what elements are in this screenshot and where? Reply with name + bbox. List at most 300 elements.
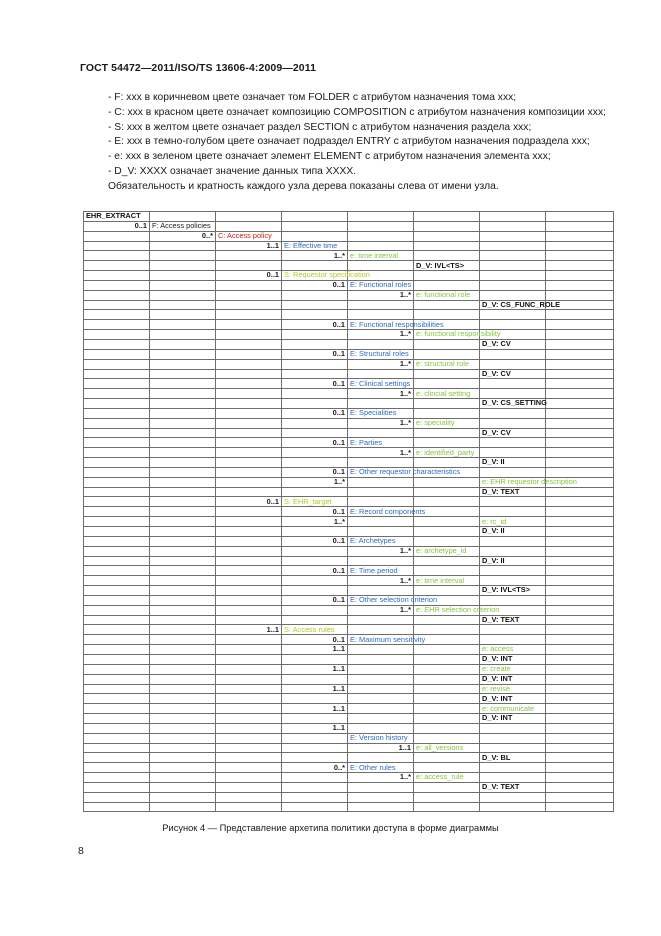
tree-cell: [84, 527, 150, 537]
node-label: e: structural role: [414, 359, 480, 369]
tree-cell: [282, 231, 348, 241]
tree-cell: [480, 231, 546, 241]
tree-cell: [546, 497, 614, 507]
tree-row: [84, 438, 614, 448]
tree-cell: [216, 586, 282, 596]
node-label: D_V: CS_FUNC_ROLE: [480, 300, 546, 310]
tree-cell: [84, 467, 150, 477]
multiplicity-label: 0..*: [150, 231, 216, 241]
tree-row: [84, 694, 614, 704]
node-label: E: Functional roles: [348, 280, 414, 290]
tree-cell: [546, 536, 614, 546]
node-label: e: create: [480, 664, 546, 674]
tree-row: [84, 359, 614, 369]
tree-cell: [546, 261, 614, 271]
node-label: E: Other selection criterion: [348, 595, 414, 605]
legend-item-data-value: - D_V: XXXX означает значение данных типа XXXX.: [108, 165, 357, 177]
tree-row: [84, 802, 614, 812]
tree-cell: [546, 280, 614, 290]
tree-cell: [348, 428, 414, 438]
tree-row: [84, 428, 614, 438]
tree-cell: [414, 684, 480, 694]
tree-cell: [546, 389, 614, 399]
tree-cell: [216, 605, 282, 615]
tree-cell: [216, 763, 282, 773]
document-header: ГОСТ 54472—2011/ISO/TS 13606-4:2009—2011: [80, 62, 317, 74]
node-label: e: clincial setting: [414, 389, 480, 399]
tree-row: [84, 782, 614, 792]
tree-cell: [150, 556, 216, 566]
multiplicity-label: 1..*: [348, 290, 414, 300]
tree-cell: [480, 576, 546, 586]
tree-cell: [480, 389, 546, 399]
tree-cell: [150, 684, 216, 694]
tree-cell: [216, 477, 282, 487]
tree-cell: [480, 743, 546, 753]
multiplicity-label: 1..*: [348, 389, 414, 399]
multiplicity-label: 1..*: [348, 330, 414, 340]
node-label: e: functional role: [414, 290, 480, 300]
tree-row: [84, 743, 614, 753]
tree-cell: [150, 507, 216, 517]
tree-cell: [414, 369, 480, 379]
tree-cell: [150, 271, 216, 281]
tree-cell: [84, 664, 150, 674]
tree-cell: [150, 438, 216, 448]
tree-cell: [414, 428, 480, 438]
tree-cell: [216, 212, 282, 222]
tree-row: [84, 320, 614, 330]
node-label: D_V: INT: [480, 714, 546, 724]
tree-cell: [84, 654, 150, 664]
tree-cell: [282, 546, 348, 556]
tree-cell: [546, 625, 614, 635]
tree-cell: [282, 399, 348, 409]
tree-cell: [216, 635, 282, 645]
tree-cell: [150, 753, 216, 763]
tree-cell: [150, 261, 216, 271]
legend-item-section: - S: xxx в желтом цвете означает раздел SECTION с атрибутом назначения раздела xxx;: [108, 121, 532, 133]
tree-cell: [84, 635, 150, 645]
tree-cell: [414, 763, 480, 773]
tree-cell: [348, 497, 414, 507]
tree-cell: [282, 300, 348, 310]
tree-cell: [546, 310, 614, 320]
tree-cell: [216, 546, 282, 556]
tree-row: [84, 271, 614, 281]
tree-cell: [546, 694, 614, 704]
tree-row: [84, 379, 614, 389]
tree-cell: [282, 212, 348, 222]
node-label: e: time interval: [348, 251, 414, 261]
tree-cell: [282, 714, 348, 724]
tree-cell: [150, 280, 216, 290]
tree-cell: [282, 487, 348, 497]
tree-cell: [282, 221, 348, 231]
multiplicity-label: 0..1: [282, 536, 348, 546]
tree-cell: [216, 704, 282, 714]
tree-cell: [414, 753, 480, 763]
tree-row: [84, 477, 614, 487]
tree-cell: [84, 507, 150, 517]
node-label: D_V: BL: [480, 753, 546, 763]
multiplicity-label: 0..1: [282, 595, 348, 605]
tree-row: [84, 507, 614, 517]
tree-cell: [546, 605, 614, 615]
tree-cell: [546, 487, 614, 497]
tree-cell: [84, 753, 150, 763]
tree-cell: [414, 566, 480, 576]
node-label: D_V: INT: [480, 674, 546, 684]
tree-cell: [480, 280, 546, 290]
tree-cell: [84, 369, 150, 379]
tree-cell: [282, 733, 348, 743]
tree-row: [84, 448, 614, 458]
tree-row: [84, 595, 614, 605]
tree-row: [84, 369, 614, 379]
tree-cell: [546, 802, 614, 812]
tree-cell: [348, 723, 414, 733]
tree-row: [84, 300, 614, 310]
tree-cell: [216, 487, 282, 497]
tree-cell: [150, 477, 216, 487]
tree-cell: [546, 349, 614, 359]
tree-cell: [84, 399, 150, 409]
tree-cell: [282, 428, 348, 438]
tree-row: [84, 389, 614, 399]
tree-cell: [282, 576, 348, 586]
tree-cell: [282, 615, 348, 625]
tree-cell: [480, 566, 546, 576]
tree-cell: [546, 527, 614, 537]
tree-cell: [216, 310, 282, 320]
tree-cell: [348, 753, 414, 763]
node-label: E: Maximum sensitivity: [348, 635, 414, 645]
tree-cell: [480, 320, 546, 330]
tree-cell: [414, 497, 480, 507]
tree-cell: [150, 605, 216, 615]
tree-cell: [216, 517, 282, 527]
tree-cell: [480, 212, 546, 222]
multiplicity-label: 1..1: [282, 723, 348, 733]
tree-cell: [216, 369, 282, 379]
tree-cell: [150, 586, 216, 596]
tree-row: [84, 753, 614, 763]
node-label: e: time interval: [414, 576, 480, 586]
tree-cell: [414, 251, 480, 261]
tree-cell: [348, 674, 414, 684]
tree-cell: [150, 763, 216, 773]
tree-cell: [150, 290, 216, 300]
tree-cell: [216, 320, 282, 330]
tree-cell: [216, 389, 282, 399]
multiplicity-label: 0..1: [84, 221, 150, 231]
tree-cell: [282, 310, 348, 320]
tree-cell: [414, 349, 480, 359]
tree-cell: [282, 605, 348, 615]
node-label: e: identified_party: [414, 448, 480, 458]
tree-row: [84, 586, 614, 596]
multiplicity-label: 1..*: [282, 251, 348, 261]
tree-cell: [84, 674, 150, 684]
tree-row: [84, 251, 614, 261]
tree-row: [84, 723, 614, 733]
tree-cell: [216, 339, 282, 349]
tree-cell: [348, 477, 414, 487]
tree-cell: [216, 664, 282, 674]
tree-cell: [546, 467, 614, 477]
tree-cell: [84, 300, 150, 310]
tree-cell: [546, 369, 614, 379]
node-label: S: Requestor specification: [282, 271, 348, 281]
tree-cell: [348, 399, 414, 409]
tree-row: [84, 556, 614, 566]
tree-cell: [216, 694, 282, 704]
multiplicity-label: 1..1: [282, 664, 348, 674]
tree-cell: [84, 792, 150, 802]
node-label: D_V: INT: [480, 654, 546, 664]
tree-cell: [216, 527, 282, 537]
node-label: S: EHR_target: [282, 497, 348, 507]
tree-cell: [216, 290, 282, 300]
tree-cell: [480, 251, 546, 261]
tree-row: [84, 664, 614, 674]
tree-cell: [84, 546, 150, 556]
tree-cell: [216, 261, 282, 271]
legend-item-folder: - F: xxx в коричневом цвете означает том FOLDER с атрибутом назначения тома xxx;: [108, 92, 517, 103]
tree-cell: [348, 664, 414, 674]
tree-cell: [546, 546, 614, 556]
node-label: e: archetype_id: [414, 546, 480, 556]
tree-cell: [348, 782, 414, 792]
tree-cell: [84, 733, 150, 743]
tree-cell: [150, 418, 216, 428]
tree-cell: [84, 605, 150, 615]
tree-cell: [84, 773, 150, 783]
tree-cell: [546, 556, 614, 566]
tree-cell: [414, 310, 480, 320]
multiplicity-label: 1..1: [282, 645, 348, 655]
node-label: E: Specialities: [348, 408, 414, 418]
tree-cell: [216, 507, 282, 517]
tree-cell: [414, 536, 480, 546]
tree-cell: [282, 290, 348, 300]
tree-cell: [282, 330, 348, 340]
tree-cell: [348, 231, 414, 241]
node-label: D_V: CV: [480, 428, 546, 438]
tree-cell: [216, 379, 282, 389]
tree-cell: [480, 802, 546, 812]
tree-row: [84, 517, 614, 527]
multiplicity-label: 0..1: [282, 320, 348, 330]
tree-row: [84, 576, 614, 586]
tree-cell: [414, 704, 480, 714]
tree-cell: [546, 320, 614, 330]
tree-cell: [216, 595, 282, 605]
node-label: D_V: IVL<TS>: [480, 586, 546, 596]
tree-cell: [546, 773, 614, 783]
tree-cell: [546, 664, 614, 674]
tree-cell: [414, 221, 480, 231]
tree-cell: [150, 714, 216, 724]
tree-cell: [282, 261, 348, 271]
tree-cell: [414, 300, 480, 310]
tree-cell: [348, 645, 414, 655]
tree-cell: [84, 704, 150, 714]
tree-cell: [480, 261, 546, 271]
tree-cell: [480, 271, 546, 281]
tree-cell: [216, 359, 282, 369]
tree-cell: [348, 615, 414, 625]
tree-cell: [414, 674, 480, 684]
tree-cell: [348, 694, 414, 704]
tree-cell: [150, 773, 216, 783]
node-label: D_V: IVL<TS>: [414, 261, 480, 271]
tree-cell: [150, 595, 216, 605]
tree-cell: [282, 586, 348, 596]
tree-row: [84, 487, 614, 497]
tree-cell: [546, 566, 614, 576]
tree-cell: [150, 733, 216, 743]
tree-cell: [348, 300, 414, 310]
node-label: E: Record components: [348, 507, 414, 517]
tree-row: [84, 714, 614, 724]
tree-cell: [150, 428, 216, 438]
tree-cell: [348, 625, 414, 635]
tree-cell: [84, 241, 150, 251]
tree-cell: [150, 674, 216, 684]
tree-cell: [282, 654, 348, 664]
node-label: e: all_versions: [414, 743, 480, 753]
tree-row: [84, 674, 614, 684]
tree-cell: [546, 704, 614, 714]
tree-cell: [150, 300, 216, 310]
tree-row: [84, 261, 614, 271]
tree-cell: [546, 595, 614, 605]
tree-cell: [150, 399, 216, 409]
tree-cell: [282, 674, 348, 684]
tree-row: [84, 310, 614, 320]
tree-cell: [480, 773, 546, 783]
tree-cell: [84, 684, 150, 694]
tree-cell: [216, 654, 282, 664]
tree-cell: [150, 369, 216, 379]
tree-cell: [546, 733, 614, 743]
tree-cell: [84, 379, 150, 389]
tree-cell: [216, 556, 282, 566]
tree-cell: [480, 418, 546, 428]
tree-row: [84, 408, 614, 418]
tree-cell: [150, 467, 216, 477]
tree-cell: [348, 241, 414, 251]
legend-item-composition: - C: xxx в красном цвете означает композицию COMPOSITION с атрибутом назначения композиции xxx;: [108, 106, 606, 118]
tree-cell: [348, 792, 414, 802]
tree-cell: [348, 586, 414, 596]
tree-cell: [348, 517, 414, 527]
tree-cell: [216, 448, 282, 458]
multiplicity-label: 1..1: [282, 704, 348, 714]
tree-cell: [216, 733, 282, 743]
tree-cell: [546, 428, 614, 438]
tree-cell: [348, 684, 414, 694]
tree-cell: [348, 221, 414, 231]
legend-note: Обязательность и кратность каждого узла дерева показаны слева от имени узла.: [108, 180, 499, 192]
tree-cell: [282, 782, 348, 792]
tree-cell: [282, 527, 348, 537]
tree-cell: [480, 536, 546, 546]
tree-cell: [150, 241, 216, 251]
tree-cell: [414, 487, 480, 497]
tree-cell: [216, 684, 282, 694]
tree-cell: [216, 802, 282, 812]
tree-cell: [414, 241, 480, 251]
tree-cell: [84, 477, 150, 487]
tree-cell: [348, 802, 414, 812]
tree-row: [84, 212, 614, 222]
multiplicity-label: 0..1: [282, 507, 348, 517]
tree-cell: [282, 359, 348, 369]
tree-cell: [84, 389, 150, 399]
tree-cell: [546, 241, 614, 251]
tree-cell: [546, 251, 614, 261]
tree-cell: [84, 645, 150, 655]
tree-cell: [546, 448, 614, 458]
tree-row: [84, 221, 614, 231]
tree-cell: [546, 517, 614, 527]
tree-cell: [348, 212, 414, 222]
tree-cell: [150, 625, 216, 635]
tree-row: [84, 635, 614, 645]
tree-cell: [150, 576, 216, 586]
node-label: E: Version history: [348, 733, 414, 743]
tree-cell: [84, 359, 150, 369]
tree-cell: [546, 753, 614, 763]
tree-cell: [414, 792, 480, 802]
node-label: D_V: II: [480, 556, 546, 566]
tree-cell: [480, 723, 546, 733]
tree-cell: [348, 704, 414, 714]
tree-cell: [216, 467, 282, 477]
node-label: S: Access rules: [282, 625, 348, 635]
node-label: e: speciality: [414, 418, 480, 428]
tree-cell: [546, 782, 614, 792]
tree-cell: [150, 339, 216, 349]
tree-cell: [348, 487, 414, 497]
tree-cell: [216, 221, 282, 231]
multiplicity-label: 0..1: [282, 408, 348, 418]
tree-cell: [84, 231, 150, 241]
tree-cell: [480, 408, 546, 418]
tree-cell: [348, 458, 414, 468]
tree-cell: [216, 418, 282, 428]
tree-cell: [414, 615, 480, 625]
tree-cell: [414, 517, 480, 527]
tree-cell: [546, 399, 614, 409]
tree-cell: [150, 792, 216, 802]
tree-cell: [414, 438, 480, 448]
tree-cell: [546, 438, 614, 448]
node-label: E: Other rules: [348, 763, 414, 773]
tree-cell: [348, 714, 414, 724]
tree-row: [84, 684, 614, 694]
tree-cell: [84, 458, 150, 468]
tree-cell: [546, 330, 614, 340]
tree-row: [84, 566, 614, 576]
tree-cell: [480, 359, 546, 369]
tree-cell: [480, 467, 546, 477]
tree-cell: [546, 714, 614, 724]
tree-cell: [150, 448, 216, 458]
